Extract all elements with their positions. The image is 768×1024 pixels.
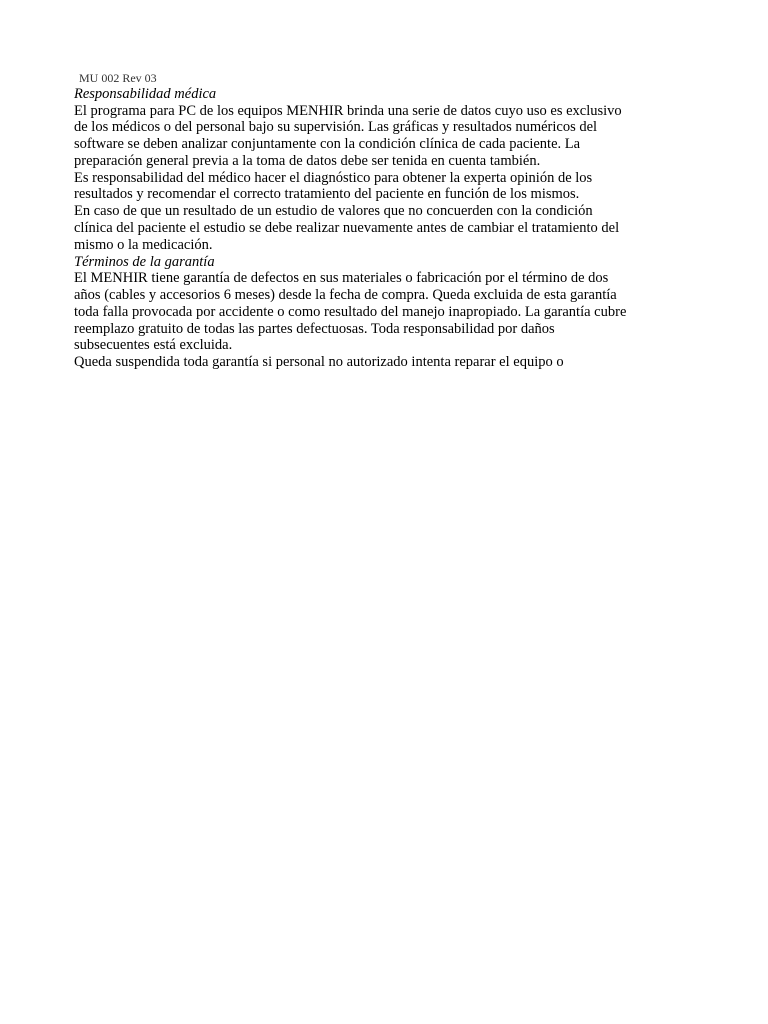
paragraph: Queda suspendida toda garantía si personal no autorizado intenta reparar el equipo o <box>74 354 564 371</box>
section-heading-medical-responsibility: Responsabilidad médica <box>74 86 217 102</box>
paragraph: Es responsabilidad del médico hacer el diagnóstico para obtener la experta opinión de los resultados y recomendar el correcto tratamiento del paciente en función de los mismos. <box>74 169 593 203</box>
document-code: MU 002 Rev 03 <box>79 71 157 85</box>
document-page <box>74 70 634 371</box>
paragraph: En caso de que un resultado de un estudio de valores que no concuerden con la condición clínica del paciente el estudio se debe realizar nuevamente antes de cambiar el tratamiento del mismo o la medicación. <box>74 203 620 253</box>
paragraph: El programa para PC de los equipos MENHIR brinda una serie de datos cuyo uso es exclusivo de los médicos o del personal bajo su supervisión. Las gráficas y resultados numéricos del software se deben analizar conjuntamente con la condición clínica de cada paciente. La preparación general previa a la toma de datos debe ser tenida en cuenta también. <box>74 102 622 169</box>
paragraph: El MENHIR tiene garantía de defectos en sus materiales o fabricación por el término de dos años (cables y accesorios 6 meses) desde la fecha de compra. Queda excluida de esta garantía toda falla provocada por accidente o como resultado del manejo inapropiado. La garantía cubre reemplazo gratuito de todas las partes defectuosas. Toda responsabilidad por daños subsecuentes está excluida. <box>74 270 627 354</box>
section-heading-warranty-terms: Términos de la garantía <box>74 253 215 270</box>
